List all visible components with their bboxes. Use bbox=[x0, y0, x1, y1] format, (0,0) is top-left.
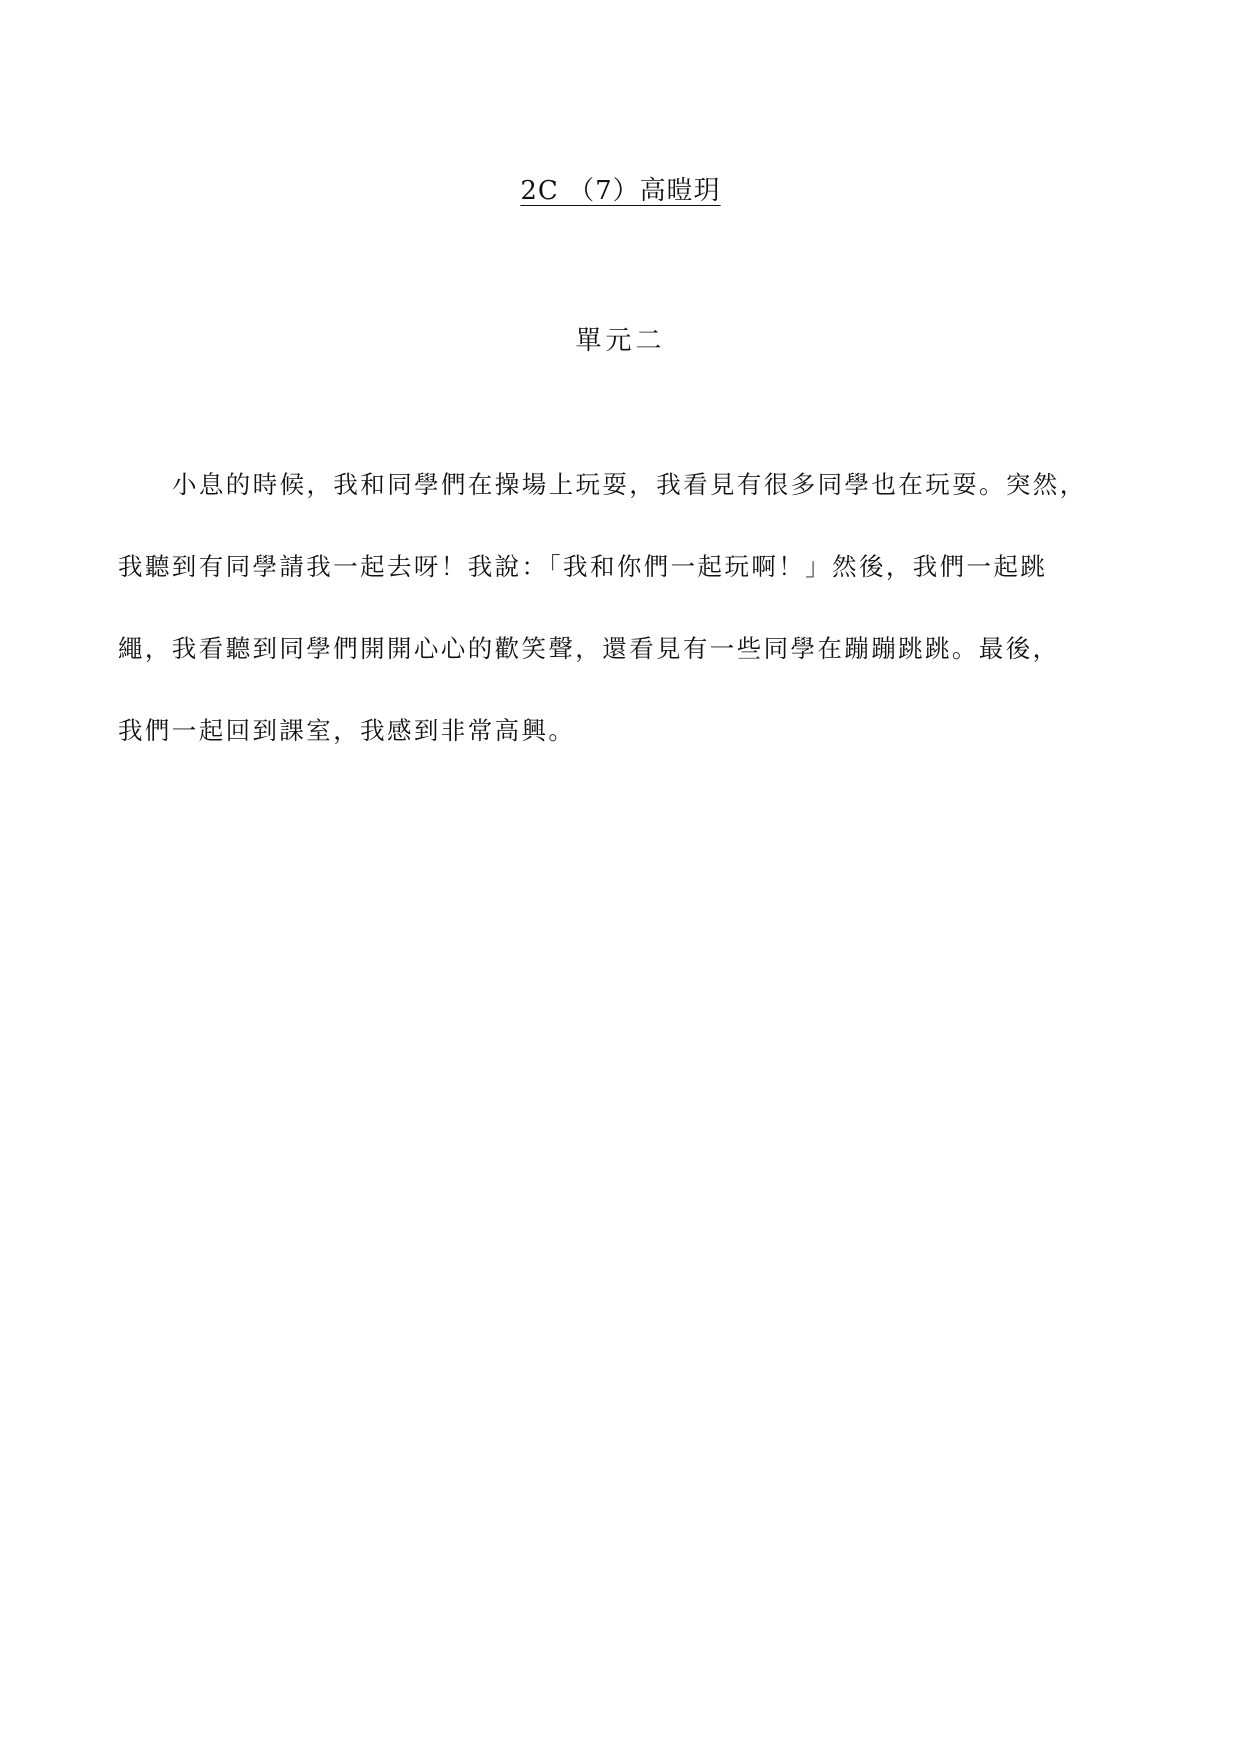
essay-body bbox=[118, 470, 1128, 798]
student-header bbox=[0, 170, 1241, 207]
essay-line-2: 我聽到有同學請我一起去呀！我說：「我和你們一起玩啊！」然後，我們一起跳 bbox=[118, 552, 1048, 581]
student-name-class: 2C （7）高暟玥 bbox=[520, 176, 721, 206]
essay-line-3: 繩，我看聽到同學們開開心心的歡笑聲，還看見有一些同學在蹦蹦跳跳。最後， bbox=[118, 634, 1060, 663]
unit-title: 單元二 bbox=[575, 326, 666, 356]
essay-line-1: 小息的時候，我和同學們在操場上玩耍，我看見有很多同學也在玩耍。突然， bbox=[172, 470, 1087, 499]
essay-line-4: 我們一起回到課室，我感到非常高興。 bbox=[118, 716, 576, 745]
